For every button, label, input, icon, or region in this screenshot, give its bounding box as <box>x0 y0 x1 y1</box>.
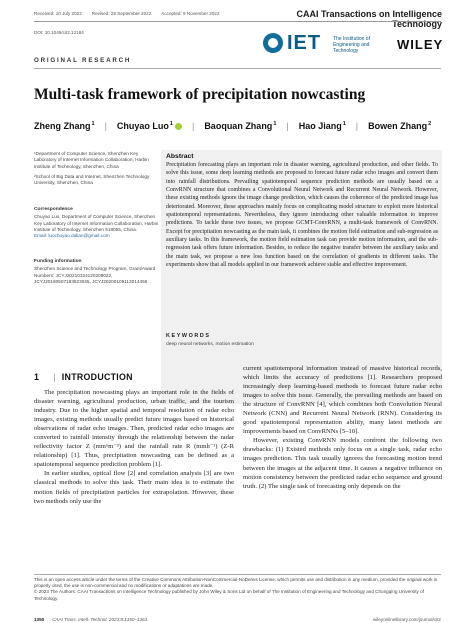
copyright-text: © 2023 The Authors. CAAI Transactions on Intelligence Technology published by John Wiley & Sons Ltd on behalf of The Institution of Engineering and Technology and Chongqing University of Technology. <box>34 589 424 601</box>
author-separator: | <box>355 121 359 131</box>
journal-name[interactable]: CAAI Transactions on Intelligence Technology <box>296 9 442 29</box>
article-type: ORIGINAL RESEARCH <box>34 57 132 64</box>
author[interactable]: Chuyao Luo $^1$ <box>117 121 182 131</box>
accepted-date: Accepted: 9 November 2022 <box>161 11 220 16</box>
body-column-left <box>34 388 234 506</box>
orcid-icon[interactable] <box>175 123 182 130</box>
author-list <box>34 121 454 131</box>
author-separator: | <box>104 121 107 131</box>
keywords-heading: KEYWORDS <box>166 333 211 339</box>
iet-logo-subtitle: The Institution of Engineering and Technology <box>333 36 370 54</box>
correspondence <box>34 207 159 239</box>
received-date: Received: 10 July 2022 <box>34 11 82 16</box>
section-separator: | <box>53 372 56 382</box>
affiliations <box>34 151 159 190</box>
page-number: 1350 <box>34 617 45 622</box>
publisher-logos <box>263 32 443 56</box>
funding-heading: Funding information <box>34 259 82 264</box>
body-column-right <box>243 364 442 491</box>
author-separator: | <box>191 121 195 131</box>
affiliation: ¹Department of Computer Science, Shenzhen Key Laboratory of Internet Information Collaboration, Harbin Institute of Technology, Shenzhen, China <box>34 151 149 169</box>
article-dates <box>34 11 264 16</box>
header-divider <box>34 21 441 22</box>
doi-link[interactable]: DOI: 10.1049/cit2.12184 <box>34 30 84 35</box>
paragraph: The precipitation nowcasting plays an important role in the fields of disaster warning, agricultural production, urban traffic, and the tourism industry. Due to the higher spatial and temporal resolution of radar echo images, existing methods usually predict future images based on historical observations of radar echo images. Then, predicted radar echo images are converted to rainfall intensity through the relationship between the radar reflectivity factor Z (mm⁶m⁻³) and the rainfall rate R (mmh⁻¹) (Z-R relationship) [1]. Thus, precipitation nowcasting can be defined as a spatiotemporal sequence prediction problem [1]. <box>34 389 234 469</box>
license-divider <box>34 574 441 575</box>
correspondence-email[interactable]: Email: luochuyao.dalian@gmail.com <box>34 233 110 239</box>
paragraph: current spatiotemporal information instead of massive historical records, which limits the accuracy of predictions [1]. Researchers proposed increasingly deep learning-based methods to forecast future radar echo images to solve this issue. Generally, the prevailing methods are based on the structure of ConvRNN [4], which combines both Convolution Neural Network (CNN) and Recurrent Neural Network (RNN). Considering its good spatiotemporal representation ability, many latest methods are improvements based on ConvRNNs [5–10]. <box>243 365 442 436</box>
revised-date: Revised: 25 September 2022 <box>91 11 152 16</box>
license-notice <box>34 577 441 602</box>
section-title: INTRODUCTION <box>61 372 133 382</box>
page-footer <box>34 617 441 622</box>
iet-logo-text[interactable]: IET <box>287 32 322 54</box>
section-heading <box>34 372 133 382</box>
abstract-heading: Abstract <box>166 153 194 160</box>
citation: CAAI Trans. Intell. Technol. 2023;8:1350–1363. <box>52 617 149 622</box>
funding <box>34 259 159 285</box>
affiliation: ²School of Big Data and Internet, Shenzhen Technology University, Shenzhen, China <box>34 173 150 186</box>
author[interactable]: Bowen Zhang $^2$ <box>368 121 432 131</box>
correspondence-text: Chuyao Luo, Department of Computer Science, Shenzhen Key Laboratory of Internet Information Collaboration, Harbin Institute of Technology, Shenzhen 518055, China. <box>34 214 159 232</box>
keywords-text: deep neural networks, motion estimation <box>166 342 254 347</box>
wiley-logo[interactable]: WILEY <box>397 37 444 52</box>
paper-title: Multi-task framework of precipitation nowcasting <box>34 86 366 103</box>
author[interactable]: Zheng Zhang $^1$ <box>34 121 95 131</box>
funding-text: Shenzhen Science and Technology Program, Grant/Award Numbers: JCYJ20210324120208022, JCYJ20180507183823045, JCYJ20200109113014456 <box>34 266 156 284</box>
journal-url[interactable]: wileyonlinelibrary.com/journal/cit2 <box>372 617 441 622</box>
paragraph: However, existing ConvRNN models confront the following two drawbacks: (1) Existed methods only focus on a single task, radar echo images prediction. This task usually ignores the forecasting motion trend between the images at the adjacent time. It causes a negative influence on motion consistency between the predicted radar echo sequence and ground truth. (2) The single task of forecasting only depends on the <box>243 437 442 490</box>
title-divider <box>34 68 441 69</box>
abstract-text: Precipitation forecasting plays an important role in disaster warning, agricultural production, and other fields. To solve this issue, some deep learning methods are proposed to forecast future radar echo images and convert them into rainfall distributions. Prevailing spatiotemporal sequence prediction methods are usually based on a ConvRNN structure that combines a Convolutional Neural Network and Recurrent Neural Network. However, these existing methods ignore the image change prediction, which causes the coherence of the predicted image has deteriorated. Moreover, these approaches mainly focus on complicating model structure to exploit more historical spatiotemporal representations. Nevertheless, they ignore introducing other valuable information to improve predictions. To tackle these two issues, we propose GCMT-ConvRNN, a multi-task framework of ConvRNN. Except for precipitation nowcasting as the main task, it combines the motion field estimation and sub-regression as auxiliary tasks. In this framework, the motion field estimation task can provide motion information, and the sub-regression task offers future information. Besides, to reduce the negative transfer between the auxiliary tasks and the main task, we propose a new loss function based on the correlation of gradients in different tasks. The experiments show that all models applied in our framework achieve stable and effective improvement. <box>166 162 438 269</box>
correspondence-heading: Correspondence <box>34 207 73 212</box>
section-number: 1 <box>34 372 40 382</box>
iet-logo-icon[interactable] <box>263 33 283 53</box>
author[interactable]: Hao Jiang $^1$ <box>298 121 346 131</box>
author-separator: | <box>286 121 289 131</box>
license-text: This is an open access article under the terms of the Creative Commons Attribution-NonCommercial-NoDerivs License, which permits use and distribution in any medium, provided the original work is properly cited, the use is non-commercial and no modifications or adaptations are made. <box>34 577 438 589</box>
author[interactable]: Baoquan Zhang $^1$ <box>204 121 277 131</box>
paragraph: In earlier studies, optical flow [2] and correlation analysis [3] are two classical methods to solve this task. Their main idea is to estimate the motion fields of precipitation particles for extrapolation. However, these two methods only use the <box>34 470 234 505</box>
